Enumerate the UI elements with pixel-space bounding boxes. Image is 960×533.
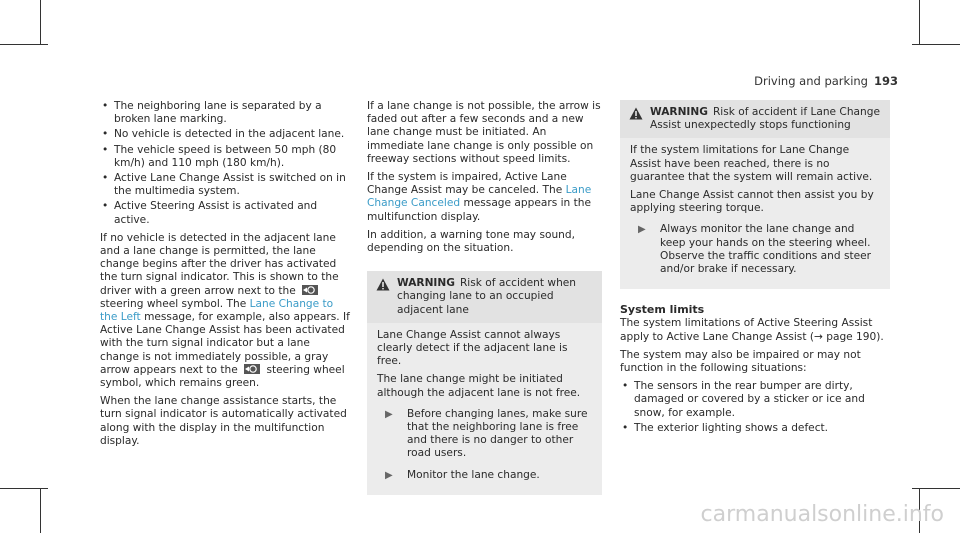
- list-item: • The exterior lighting shows a defect.: [620, 422, 890, 435]
- text: steering wheel symbol, which remains green.: [100, 363, 345, 390]
- paragraph: Lane Change Assist cannot then assist you by applying steering torque.: [630, 189, 874, 215]
- paragraph: The system limitations of Active Steering Assist apply to Active Lane Change Assist (→ page 190).: [620, 317, 884, 343]
- warning-body: [367, 323, 602, 495]
- message-lane-change-canceled: Lane Change Canceled: [367, 184, 592, 210]
- text: Always monitor the lane change and keep your hands on the steering wheel. Observe the traffic conditions and steer and/or brake if necessary.: [660, 223, 872, 276]
- warning-label: WARNING: [397, 277, 455, 290]
- arrow-right-icon: ▶: [638, 224, 646, 236]
- warning-box: [367, 271, 602, 495]
- instruction-step: [377, 408, 592, 461]
- page-header: [754, 74, 898, 88]
- column-3: [620, 100, 890, 440]
- paragraph: [367, 171, 602, 224]
- text: message, for example, also appears. If Active Lane Change Assist has been activated with the turn signal indicator but a lane change is not immediately possible, a gray arrow appears next to the: [100, 311, 350, 376]
- paragraph: [100, 232, 350, 390]
- crop-mark: [912, 488, 960, 489]
- crop-mark: [40, 488, 41, 533]
- paragraph: If a lane change is not possible, the arrow is faded out after a few seconds and a new lane change must be initiated. An immediate lane change is only possible on freeway sections without speed limits.: [367, 100, 601, 165]
- list-item: • Active Steering Assist is activated and active.: [100, 200, 350, 226]
- warning-triangle-icon: [629, 107, 643, 120]
- crop-mark: [912, 44, 960, 45]
- arrow-right-icon: ▶: [385, 469, 393, 481]
- crop-mark: [0, 488, 48, 489]
- warning-header: [620, 100, 890, 138]
- text: Before changing lanes, make sure that the neighboring lane is free and there is no danger to other road users.: [407, 407, 588, 460]
- text: steering wheel symbol. The: [100, 297, 247, 310]
- crop-mark: [919, 0, 920, 45]
- text: If the system is impaired, Active Lane Change Assist may be canceled. The: [367, 171, 567, 197]
- limitations-list: [620, 380, 890, 435]
- list-item: • The vehicle speed is between 50 mph (80 km/h) and 110 mph (180 km/h).: [100, 144, 350, 170]
- crop-mark: [40, 0, 41, 45]
- warning-label: WARNING: [650, 106, 708, 118]
- warning-title: Risk of accident when changing lane to an occupied adjacent lane: [397, 277, 577, 316]
- instruction-step: [377, 469, 592, 482]
- warning-body: [620, 138, 890, 289]
- paragraph: The system may also be impaired or may not function in the following situations:: [620, 348, 861, 375]
- text: message appears in the multifunction display.: [367, 197, 592, 223]
- column-2: [367, 100, 602, 495]
- arrow-right-icon: ▶: [385, 408, 393, 420]
- paragraph: The lane change might be initiated although the adjacent lane is not free.: [377, 373, 581, 399]
- message-lane-change-left: Lane Change to the Left: [100, 297, 334, 324]
- list-item: • The neighboring lane is separated by a broken lane marking.: [100, 100, 350, 126]
- list-item: • Active Lane Change Assist is switched on in the multimedia system.: [100, 172, 350, 198]
- paragraph: In addition, a warning tone may sound, depending on the situation.: [367, 228, 575, 255]
- section-heading: System limits: [620, 303, 705, 317]
- steering-wheel-arrow-icon: [244, 364, 260, 374]
- column-1: [100, 100, 350, 453]
- conditions-list: [100, 100, 350, 227]
- section-title: Driving and parking: [754, 74, 868, 88]
- warning-triangle-icon: [376, 278, 390, 291]
- list-item: • The sensors in the rear bumper are dirty, damaged or covered by a sticker or ice and snow, for example.: [620, 380, 890, 420]
- page-number: 193: [873, 74, 898, 88]
- paragraph: Lane Change Assist cannot always clearly detect if the adjacent lane is free.: [377, 328, 568, 368]
- text: Monitor the lane change.: [407, 468, 540, 481]
- crop-mark: [0, 44, 48, 45]
- paragraph: When the lane change assistance starts, the turn signal indicator is automatically activated along with the display in the multifunction display.: [100, 395, 347, 447]
- steering-wheel-arrow-icon: [302, 285, 318, 295]
- list-item: • No vehicle is detected in the adjacent lane.: [100, 128, 350, 141]
- warning-header: [367, 271, 602, 323]
- paragraph: If the system limitations for Lane Change Assist have been reached, there is no guarantee that the system will remain active.: [630, 144, 873, 183]
- text: If no vehicle is detected in the adjacent lane and a lane change is permitted, the lane change begins after the driver has activated the turn signal indicator. This is shown to the driver with a green arrow next to the: [100, 231, 339, 297]
- warning-box: [620, 100, 890, 289]
- instruction-step: [630, 223, 880, 276]
- watermark: carmanualsonline.info: [700, 502, 944, 527]
- warning-title: Risk of accident if Lane Change Assist unexpectedly stops functioning: [650, 106, 880, 132]
